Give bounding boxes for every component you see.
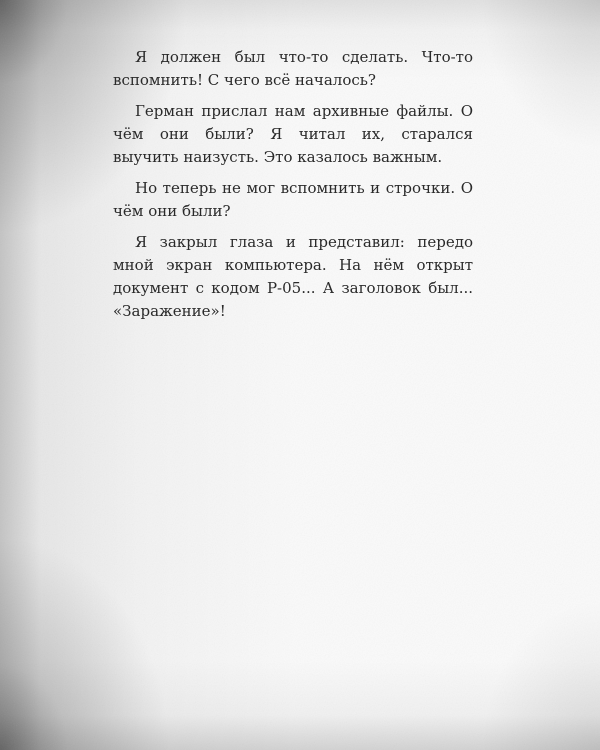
body-text — [113, 46, 473, 331]
paragraph: Я должен был что-то сделать. Что-то вспомнить! С чего всё началось? — [113, 48, 473, 89]
paragraph: Но теперь не мог вспомнить и строчки. О чём они были? — [113, 179, 473, 220]
paragraph: Герман прислал нам архивные файлы. О чём они были? Я читал их, старался выучить наизусть. Это казалось важным. — [113, 102, 473, 166]
paragraph: Я закрыл глаза и представил: передо мной экран компьютера. На нём открыт документ с кодом Р-05... А заголовок был... «Заражение»! — [113, 233, 473, 320]
